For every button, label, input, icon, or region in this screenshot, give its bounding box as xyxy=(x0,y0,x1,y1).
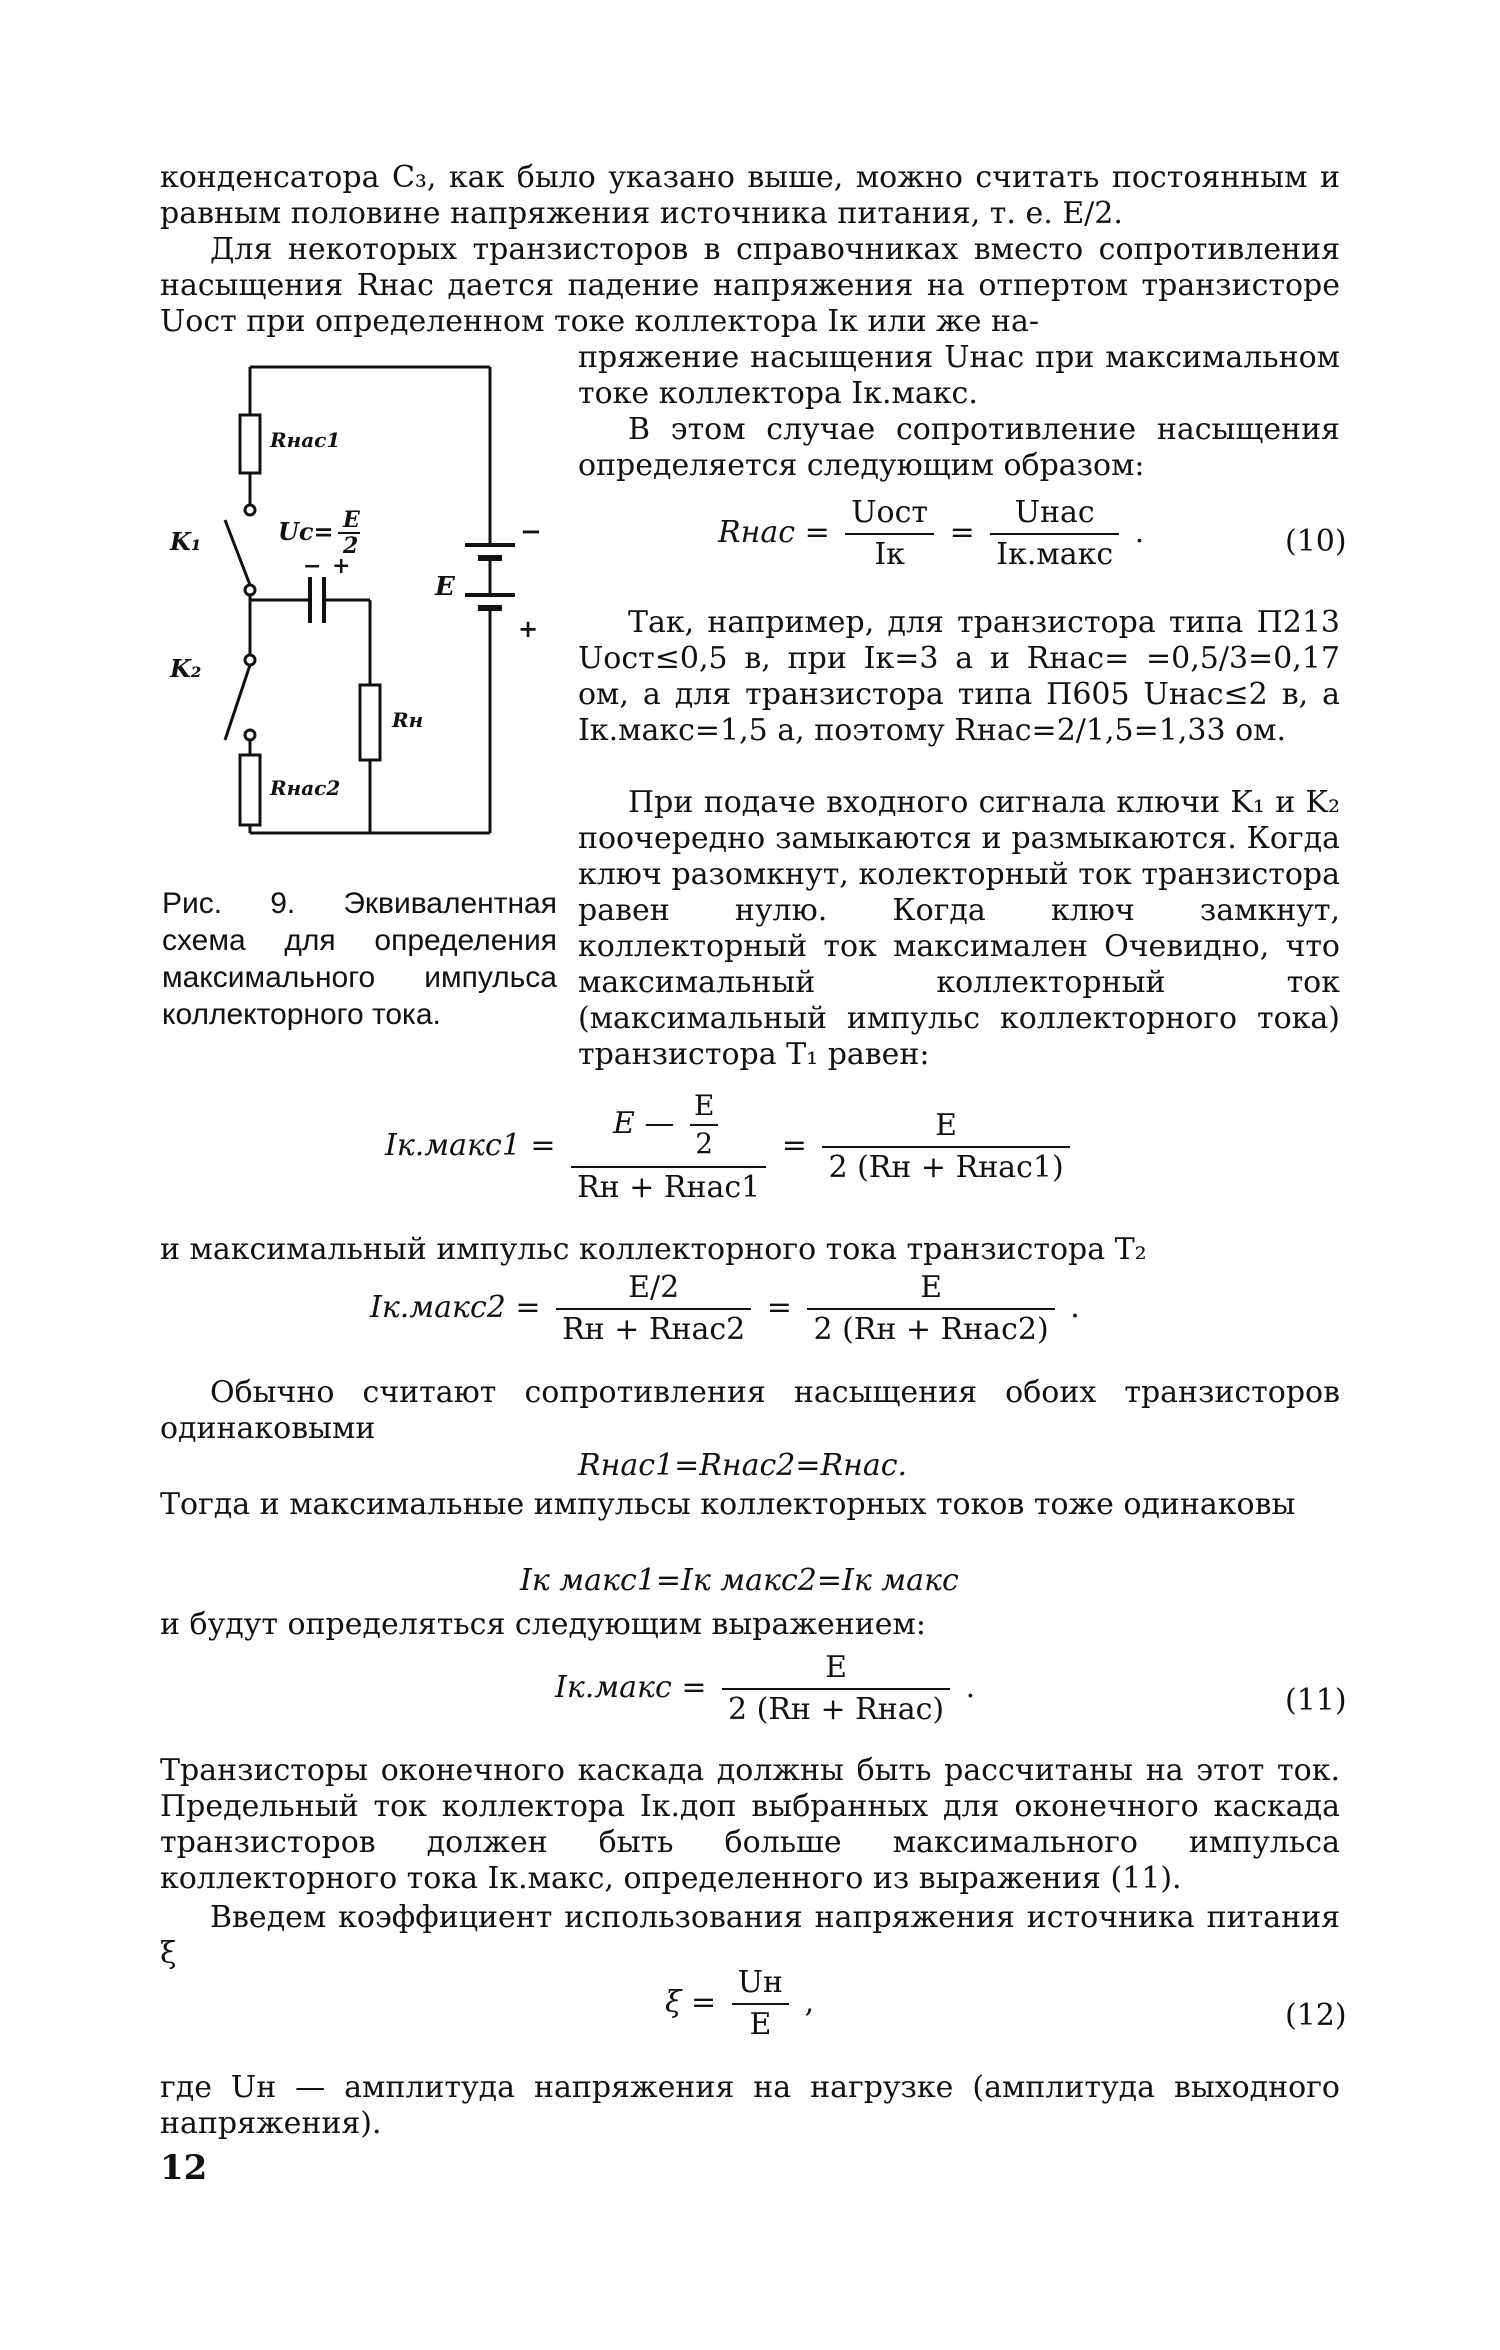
equation-12: ξ = $\frac{Uн}{E}$ , xyxy=(665,1965,815,2042)
paragraph-9: и будут определяться следующим выражением: xyxy=(160,1607,926,1642)
svg-text:E: E xyxy=(343,507,360,533)
paragraph-2: Для некоторых транзисторов в справочниках вместо сопротивления насыщения Rнас дается падение напряжения на отпертом транзисторе Uост при определенном токе коллектора Iк или же на- xyxy=(160,232,1340,339)
equation-number-11: (11) xyxy=(1285,1683,1347,1718)
svg-text:+: + xyxy=(518,614,539,643)
label-r-n: Rн xyxy=(392,708,424,732)
label-k1: K₁ xyxy=(170,527,202,556)
paragraph-2-continued: пряжение насыщения Uнас при максимальном токе коллектора Iк.макс. xyxy=(578,340,1340,411)
resistor-r-n xyxy=(360,685,380,760)
resistor-r-nas1 xyxy=(240,415,260,473)
equation-number-12: (12) xyxy=(1285,1998,1347,2033)
paragraph-6: и максимальный импульс коллекторного тока транзистора T₂ xyxy=(160,1232,1147,1267)
paragraph-8: Тогда и максимальные импульсы коллекторных токов тоже одинаковы xyxy=(160,1487,1296,1522)
switch-k1 xyxy=(225,520,250,585)
label-uc: Uc= xyxy=(278,517,334,546)
paragraph-11: Введем коэффициент использования напряжения источника питания ξ xyxy=(160,1900,1340,1971)
resistor-r-nas2 xyxy=(240,755,260,825)
svg-text:−: − xyxy=(303,553,322,579)
paragraph-3: В этом случае сопротивление насыщения определяется следующим образом: xyxy=(578,412,1340,483)
figure-caption: Рис. 9. Эквивалентная схема для определения максимального импульса коллекторного тока. xyxy=(162,887,557,1031)
label-r-nas2: Rнас2 xyxy=(270,776,341,800)
paragraph-1: конденсатора C₃, как было указано выше, можно считать постоянным и равным половине напряжения источника питания, т. е. E/2. xyxy=(160,160,1340,231)
label-e: E xyxy=(435,572,455,602)
equation-i-max-equal: Iк макс1=Iк макс2=Iк макс xyxy=(520,1563,959,1598)
paragraph-10: Транзисторы оконечного каскада должны быть рассчитаны на этот ток. Предельный ток коллектора Iк.доп выбранных для оконечного каскада транзисторов должен быть больше максимального импульса коллекторного тока Iк.макс, определенного из выражения (11). xyxy=(160,1753,1340,1896)
equation-r-nas-equal: Rнас1=Rнас2=Rнас. xyxy=(578,1448,908,1483)
label-r-nas1: Rнас1 xyxy=(270,428,341,452)
equation-i-max2: Iк.макс2 = $\frac{E/2}{\text{Rн + Rнас2}}$ = $\frac{E}{\text{2 (Rн + Rнас2)}}$ . xyxy=(370,1270,1080,1347)
label-k2: K₂ xyxy=(170,654,202,683)
equation-number-10: (10) xyxy=(1285,524,1347,559)
paragraph-12: где Uн — амплитуда напряжения на нагрузке (амплитуда выходного напряжения). xyxy=(160,2070,1340,2141)
page-number: 12 xyxy=(160,2148,208,2188)
svg-text:−: − xyxy=(520,517,542,547)
svg-text:+: + xyxy=(332,553,351,579)
circuit-diagram xyxy=(160,355,560,855)
equation-11: Iк.макс = $\frac{E}{\text{2 (Rн + Rнас)}}$ . xyxy=(555,1650,976,1727)
switch-k2 xyxy=(225,665,250,740)
svg-text:2: 2 xyxy=(343,533,359,559)
equation-i-max1: Iк.макс1 = E — $\frac{E}{2}$ Rн + Rнас1 = $\frac{E}{\text{2 (Rн + Rнас1)}}$ xyxy=(385,1088,1076,1206)
paragraph-4: Так, например, для транзистора типа П213 Uост≤0,5 в, при Iк=3 а и Rнас= =0,5/3=0,17 ом, а для транзистора типа П605 Uнас≤2 в, а Iк.макс=1,5 а, поэтому Rнас=2/1,5=1,33 ом. xyxy=(578,605,1340,748)
paragraph-7: Обычно считают сопротивления насыщения обоих транзисторов одинаковыми xyxy=(160,1375,1340,1446)
equation-10: Rнас = $\frac{\text{Uост}}{Iк}$ = $\frac{\text{Uнас}}{\text{Iк.макс}}$ . xyxy=(718,495,1145,572)
paragraph-5: При подаче входного сигнала ключи K₁ и K₂ поочередно замыкаются и размыкаются. Когда ключ разомкнут, колекторный ток транзистора равен нулю. Когда ключ замкнут, коллекторный ток максимален Очевидно, что максимальный коллекторный ток (максимальный импульс коллекторного тока) транзистора T₁ равен: xyxy=(578,785,1340,1072)
